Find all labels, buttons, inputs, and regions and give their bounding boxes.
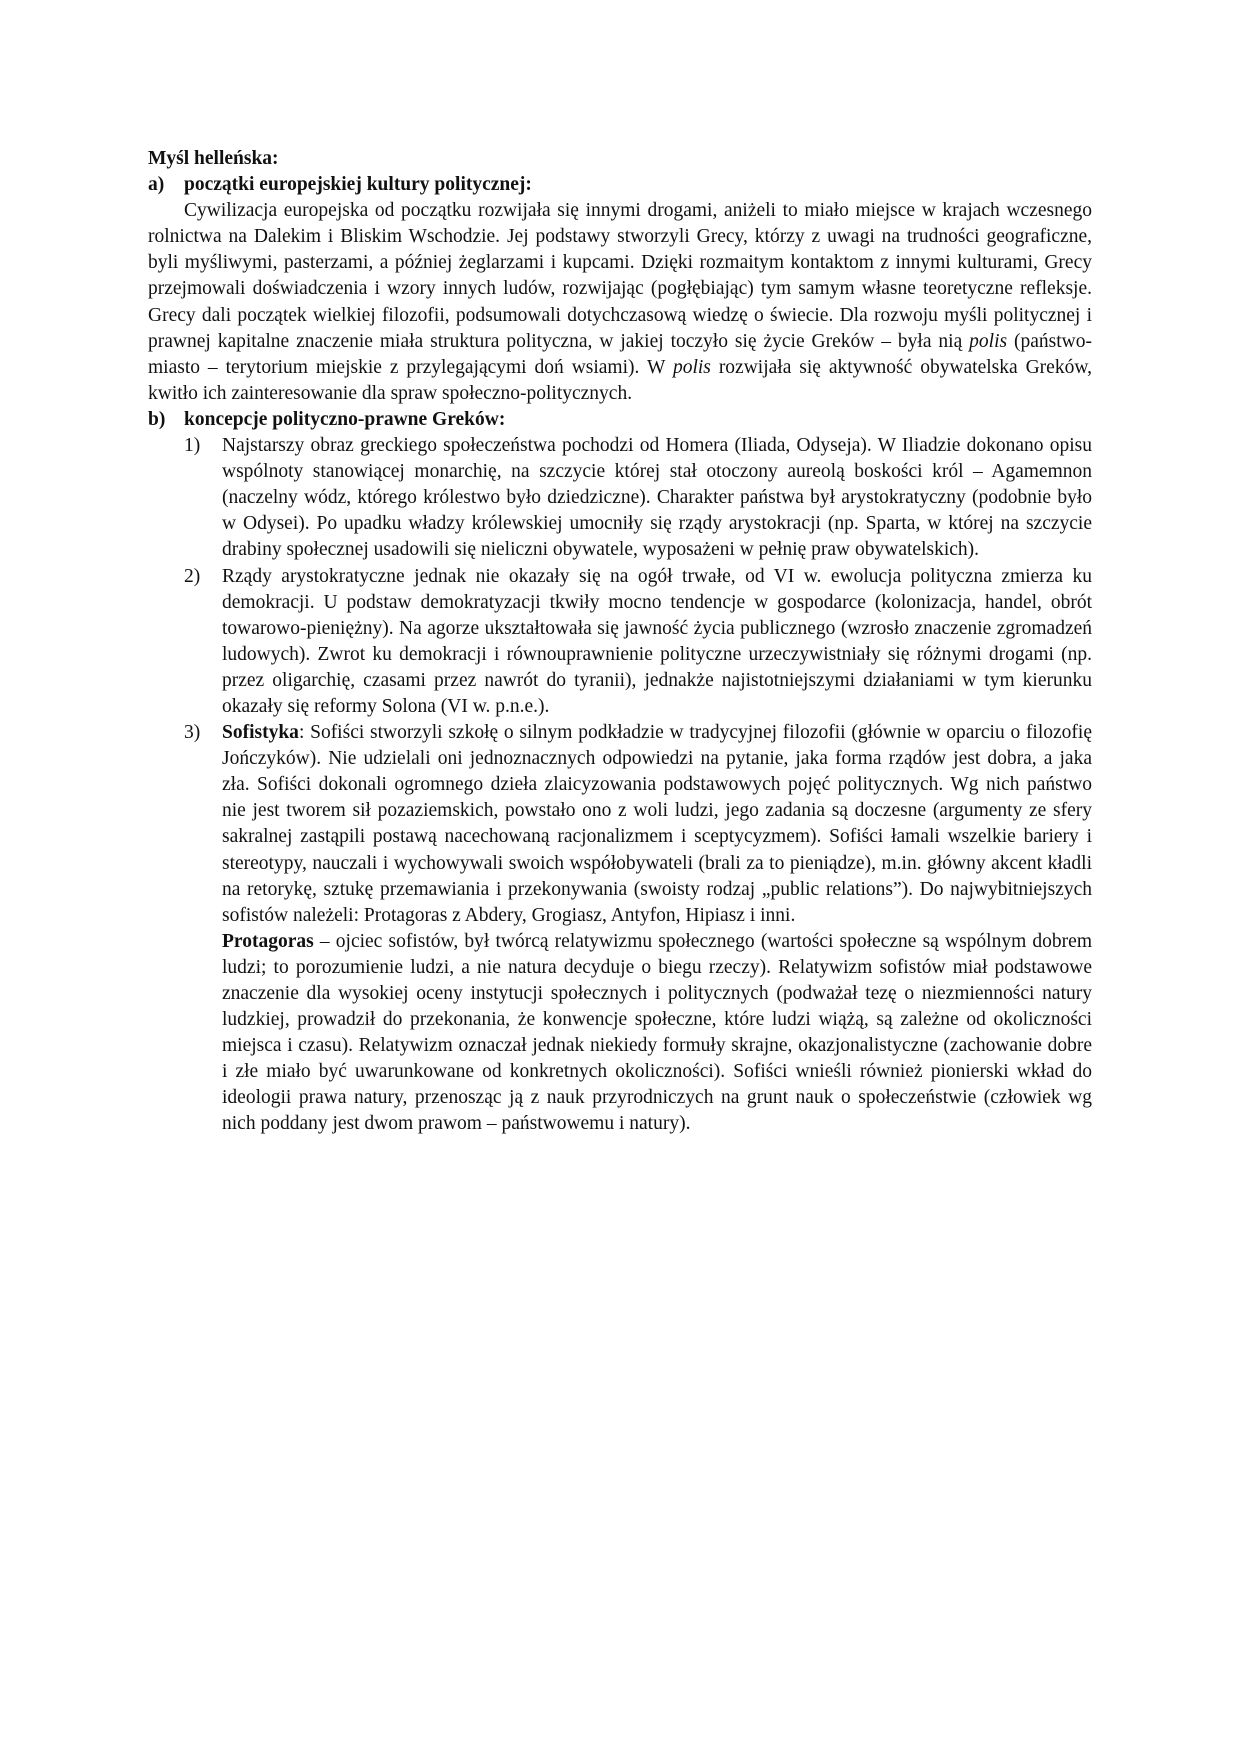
section-a-title: początki europejskiej kultury politycznej:: [184, 174, 532, 196]
section-a-paragraph: [148, 198, 1092, 407]
list-item-number: 3): [184, 722, 201, 744]
paragraph-text-part-1: Cywilizacja europejska od początku rozwijała się innymi drogami, aniżeli to miało miejsce w krajach wczesnego rolnictwa na Dalekim i Bliskim Wschodzie. Jej podstawy stworzyli Grecy, którzy z uwagi na trudności geograficzne, byli myśliwymi, pasterzami, a później żeglarzami i kupcami. Dzięki rozmaitym kontaktom z innymi kulturami, Grecy przejmowali doświadczenia i wzory innych ludów, rozwijając (pogłębiając) tym samym własne teoretyczne refleksje. Grecy dali początek wielkiej filozofii, podsumowali dotychczasową wiedzę o świecie. Dla rozwoju myśli politycznej i prawnej kapitalne znaczenie miała struktura polityczna, w jakiej toczyło się życie Greków – była nią: [148, 200, 1092, 352]
list-item-number: 1): [184, 435, 201, 457]
protagoras-text: – ojciec sofistów, był twórcą relatywizmu społecznego (wartości społeczne są wspólnym dobrem ludzi; to porozumienie ludzi, a nie natura decyduje o biegu rzeczy). Relatywizm sofistów miał podstawowe znaczenie dla wysokiej oceny instytucji społecznych i politycznych (podważał tezę o niezmienności natury ludzkiej, prowadził do przekonania, że konwencje społeczne, które ludzi wiążą, są zależne od okoliczności miejsca i czasu). Relatywizm oznaczał jednak niekiedy formuły skrajne, okazjonalistyczne (zachowanie dobre i złe miało być uwarunkowane od konkretnych okoliczności). Sofiści wnieśli również pionierski wkład do ideologii prawa natury, przenosząc ją z nauk przyrodniczych na grunt nauk o społeczeństwie (człowiek wg nich poddany jest dwom prawom – państwowemu i natury).: [222, 930, 1092, 1135]
protagoras-paragraph: [222, 929, 1092, 1138]
paragraph-text-part-2: (państwo-miasto – terytorium miejskie z przylegającymi doń wsiami). W: [148, 330, 1092, 378]
polis-term-2: polis: [672, 356, 711, 378]
numbered-list: [148, 433, 1092, 929]
section-a-letter: a): [148, 174, 165, 196]
polis-term-1: polis: [969, 330, 1008, 352]
section-b-heading: [148, 407, 1092, 433]
protagoras-term: Protagoras: [222, 930, 314, 952]
list-item-text: : Sofiści stworzyli szkołę o silnym podkładzie w tradycyjnej filozofii (głównie w oparciu o filozofię Jończyków). Nie udzielali oni jednoznacznych odpowiedzi na pytanie, jaka forma rządów jest dobra, a jaka zła. Sofiści dokonali ogromnego dzieła zlaicyzowania podstawowych pojęć politycznych. Wg nich państwo nie jest tworem sił pozaziemskich, powstało ono z woli ludzi, jego zadania są doczesne (argumenty ze sfery sakralnej zastąpili postawą nacechowaną racjonalizmem i sceptycyzmem). Sofiści łamali wszelkie bariery i stereotypy, nauczali i wychowywali swoich współobywateli (brali za to pieniądze), m.in. główny akcent kładli na retorykę, sztukę przemawiania i przekonywania (swoisty rodzaj „public relations”). Do najwybitniejszych sofistów należeli: Protagoras z Abdery, Grogiasz, Antyfon, Hipiasz i inni.: [222, 722, 1092, 926]
list-item: [184, 720, 1092, 929]
document-title: Myśl helleńska:: [148, 148, 279, 169]
list-item-body: [222, 720, 1092, 929]
paragraph-text-part-3: rozwijała się aktywność obywatelska Greków, kwitło ich zainteresowanie dla spraw społeczno-politycznych.: [148, 356, 1093, 404]
sofistyka-term: Sofistyka: [222, 722, 299, 744]
list-item: [184, 564, 1092, 721]
section-a-heading: [148, 172, 1092, 198]
section-b-letter: b): [148, 408, 166, 430]
section-b-title: koncepcje polityczno-prawne Greków:: [184, 408, 506, 430]
list-item-text: Rządy arystokratyczne jednak nie okazały się na ogół trwałe, od VI w. ewolucja polityczna zmierza ku demokracji. U podstaw demokratyzacji tkwiły mocno tendencje w gospodarce (kolonizacja, handel, obrót towarowo-pieniężny). Na agorze ukształtowała się jawność życia publicznego (wzrosło znaczenie zgromadzeń ludowych). Zwrot ku demokracji i równouprawnienie polityczne urzeczywistniały się różnymi drogami (np. przez oligarchię, czasami przez nawrót do tyranii), jednakże najistotniejszymi działaniami w tym kierunku okazały się reformy Solona (VI w. p.n.e.).: [222, 565, 1092, 717]
list-item-number: 2): [184, 565, 201, 587]
list-item-text: Najstarszy obraz greckiego społeczeństwa pochodzi od Homera (Iliada, Odyseja). W Iliadzie dokonano opisu wspólnoty stanowiącej monarchię, na szczycie której stał otoczony aureolą boskości król – Agamemnon (naczelny wódz, którego królestwo było dziedziczne). Charakter państwa był arystokratyczny (podobnie było w Odysei). Po upadku władzy królewskiej umocniły się rządy arystokracji (np. Sparta, w której na szczycie drabiny społecznej usadowili się nieliczni obywatele, wyposażeni w pełnię praw obywatelskich).: [222, 435, 1092, 561]
list-item: [184, 433, 1092, 563]
